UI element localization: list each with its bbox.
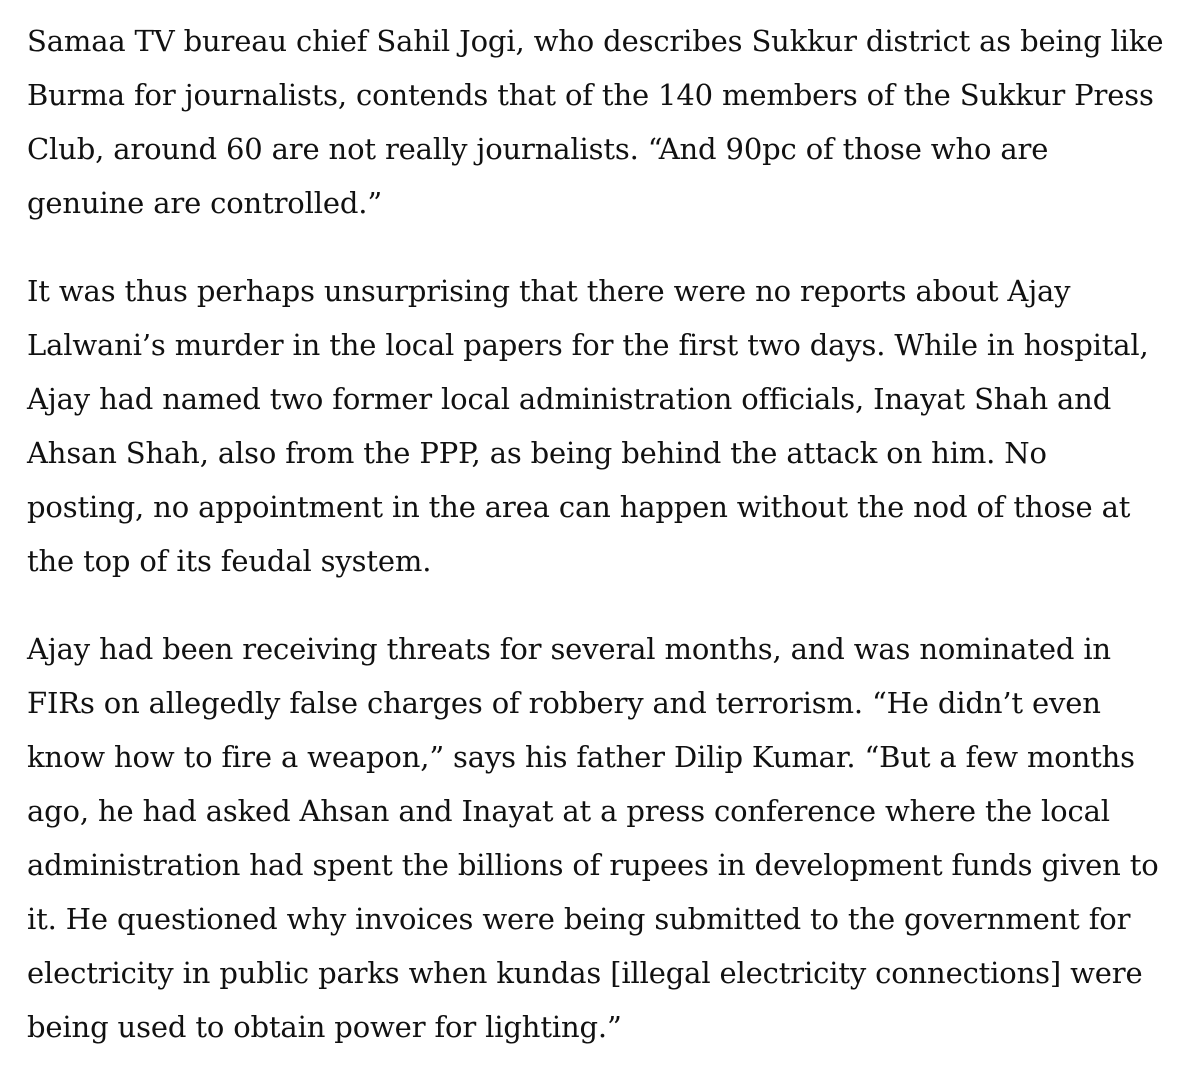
text-line: the top of its feudal system. [27, 544, 432, 578]
text-line: Ajay had named two former local administration officials, Inayat Shah and [27, 382, 1112, 416]
text-line: know how to fire a weapon,” says his father Dilip Kumar. “But a few months [27, 740, 1135, 774]
text-line: Burma for journalists, contends that of the 140 members of the Sukkur Press [27, 78, 1154, 112]
text-line: FIRs on allegedly false charges of robbery and terrorism. “He didn’t even [27, 686, 1101, 720]
paragraph-3 [27, 622, 1187, 1054]
article-body [27, 14, 1187, 1088]
text-line: Ajay had been receiving threats for several months, and was nominated in [27, 632, 1111, 666]
text-line: Samaa TV bureau chief Sahil Jogi, who describes Sukkur district as being like [27, 24, 1164, 58]
text-line: it. He questioned why invoices were being submitted to the government for [27, 902, 1131, 936]
text-line: ago, he had asked Ahsan and Inayat at a press conference where the local [27, 794, 1110, 828]
text-line: posting, no appointment in the area can happen without the nod of those at [27, 490, 1131, 524]
text-line: administration had spent the billions of rupees in development funds given to [27, 848, 1159, 882]
text-line: being used to obtain power for lighting.” [27, 1010, 622, 1044]
paragraph-1 [27, 14, 1187, 230]
text-line: Ahsan Shah, also from the PPP, as being behind the attack on him. No [27, 436, 1047, 470]
text-line: It was thus perhaps unsurprising that there were no reports about Ajay [27, 274, 1071, 308]
text-line: Club, around 60 are not really journalists. “And 90pc of those who are [27, 132, 1049, 166]
text-line: electricity in public parks when kundas [illegal electricity connections] were [27, 956, 1143, 990]
text-line: Lalwani’s murder in the local papers for the first two days. While in hospital, [27, 328, 1149, 362]
paragraph-2 [27, 264, 1187, 588]
text-line: genuine are controlled.” [27, 186, 383, 220]
